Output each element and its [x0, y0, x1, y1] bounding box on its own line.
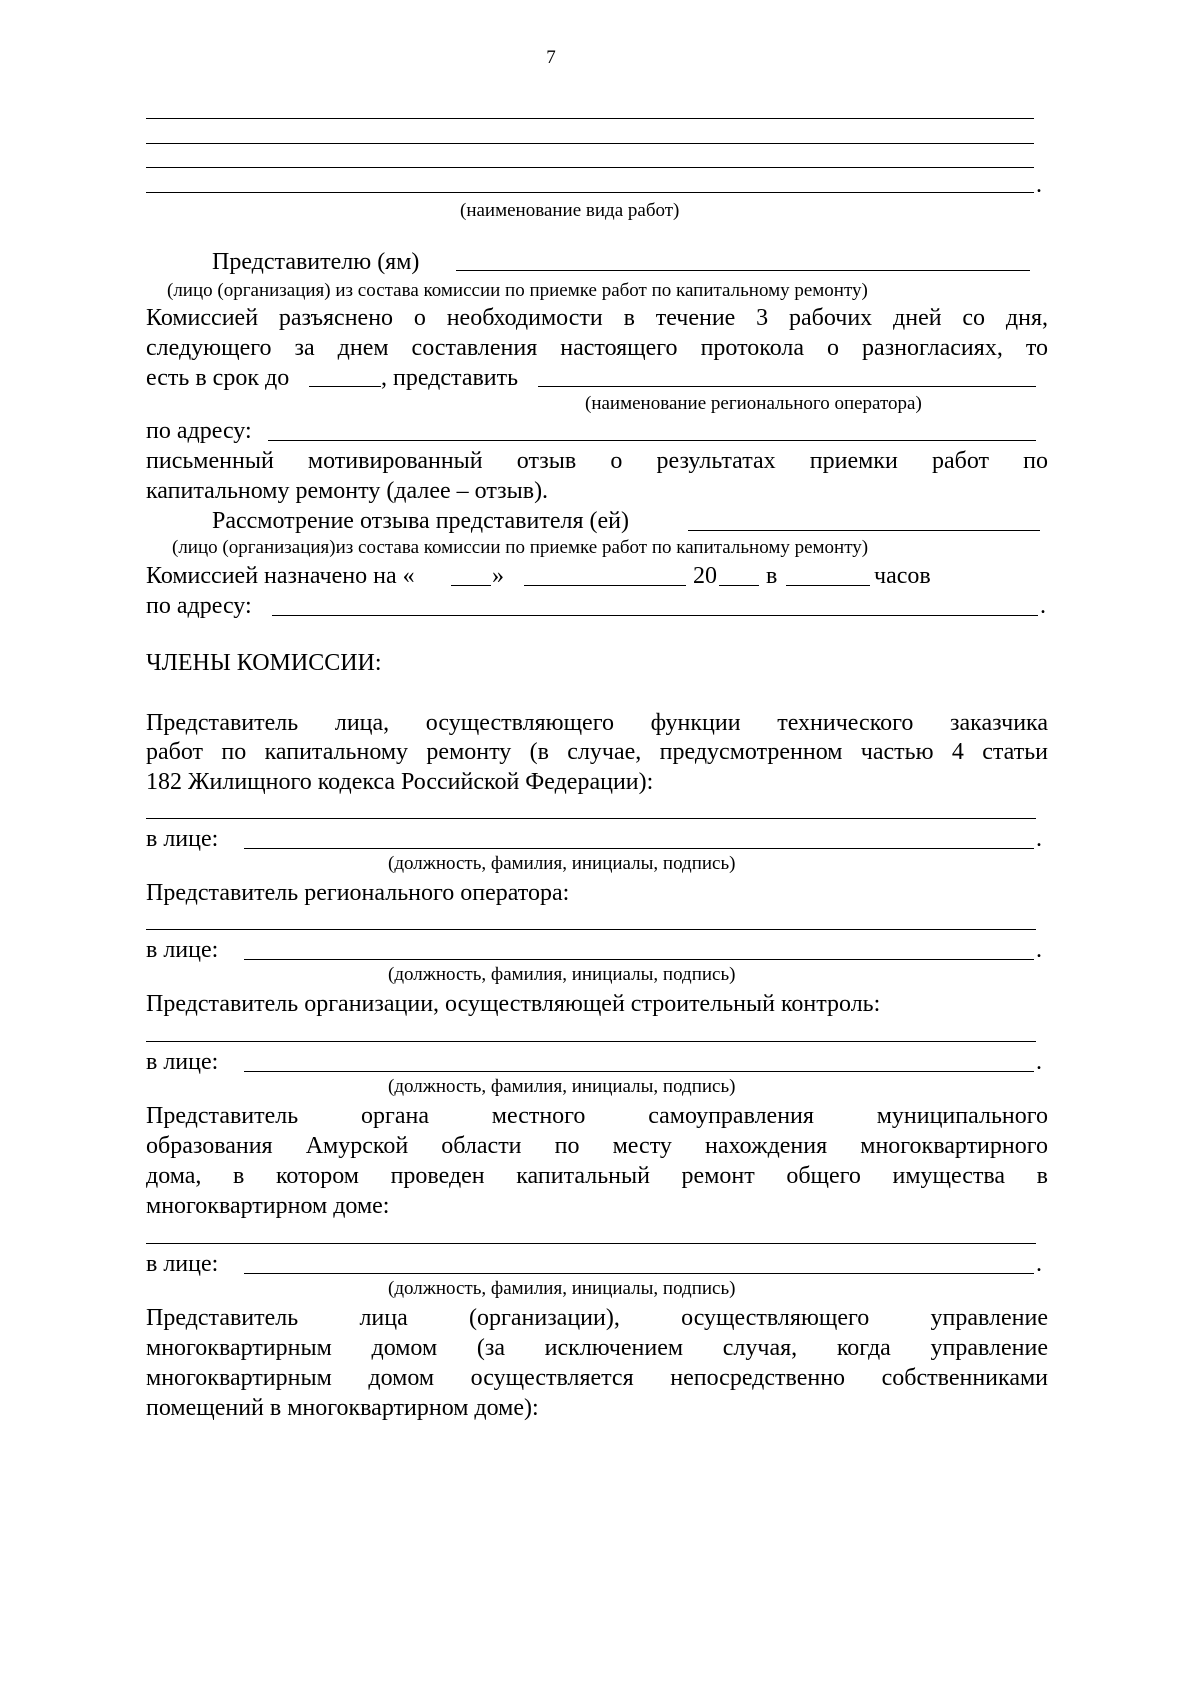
management-line-1: Представитель лица (организации), осуществляющего управление — [146, 1305, 1048, 1331]
commission-member-caption: (лицо (организация) из состава комиссии по приемке работ по капитальному ремонту) — [167, 280, 868, 301]
in-person-label-1: в лице: — [146, 826, 219, 852]
deadline-date-blank — [309, 386, 381, 387]
representative-label: Представителю (ям) — [212, 249, 420, 275]
members-heading: ЧЛЕНЫ КОМИССИИ: — [146, 650, 382, 676]
end-period-3: . — [1036, 826, 1042, 852]
regional-operator-caption: (наименование регионального оператора) — [585, 393, 922, 414]
address-blank — [268, 440, 1036, 441]
work-type-line-1 — [146, 118, 1034, 119]
customer-rep-line-2: работ по капитальному ремонту (в случае, предусмотренном частью 4 статьи — [146, 739, 1048, 765]
end-period-2: . — [1040, 593, 1046, 619]
scheduled-at: в — [766, 563, 778, 589]
commission-member-caption-2: (лицо (организация)из состава комиссии по приемке работ по капитальному ремонту) — [172, 537, 869, 558]
hour-blank — [786, 585, 870, 586]
deadline-prefix: есть в срок до — [146, 365, 290, 391]
day-blank — [451, 585, 491, 586]
work-type-line-4 — [146, 192, 1034, 193]
regional-operator-rep-blank — [146, 929, 1036, 930]
local-gov-line-3: дома, в котором проведен капитальный ремонт общего имущества в — [146, 1163, 1048, 1189]
in-person-blank-4 — [244, 1273, 1034, 1274]
work-type-line-3 — [146, 167, 1034, 168]
address-blank-2 — [272, 615, 1038, 616]
deadline-suffix: , представить — [381, 365, 519, 391]
signature-caption-4: (должность, фамилия, инициалы, подпись) — [388, 1278, 736, 1299]
explanation-line-1: Комиссией разъяснено о необходимости в течение 3 рабочих дней со дня, — [146, 305, 1048, 331]
written-review-line-2: капитальному ремонту (далее – отзыв). — [146, 478, 549, 504]
local-gov-line-1: Представитель органа местного самоуправления муниципального — [146, 1103, 1048, 1129]
signature-caption-2: (должность, фамилия, инициалы, подпись) — [388, 964, 736, 985]
year-blank — [719, 585, 759, 586]
management-line-2: многоквартирным домом (за исключением случая, когда управление — [146, 1335, 1048, 1361]
in-person-label-4: в лице: — [146, 1251, 219, 1277]
customer-rep-line-1: Представитель лица, осуществляющего функции технического заказчика — [146, 710, 1048, 736]
address-label-2: по адресу: — [146, 593, 252, 619]
work-type-line-2 — [146, 143, 1034, 144]
in-person-label-3: в лице: — [146, 1049, 219, 1075]
scheduled-quote-close: » — [492, 563, 504, 589]
in-person-blank-2 — [244, 959, 1034, 960]
local-gov-line-4: многоквартирном доме: — [146, 1193, 390, 1219]
local-gov-line-2: образования Амурской области по месту нахождения многоквартирного — [146, 1133, 1048, 1159]
local-gov-rep-blank — [146, 1243, 1036, 1244]
customer-rep-blank — [146, 818, 1036, 819]
written-review-line-1: письменный мотивированный отзыв о результатах приемки работ по — [146, 448, 1048, 474]
in-person-blank-3 — [244, 1071, 1034, 1072]
page-number: 7 — [546, 47, 556, 68]
management-line-4: помещений в многоквартирном доме): — [146, 1395, 539, 1421]
construction-control-rep-blank — [146, 1041, 1036, 1042]
signature-caption-1: (должность, фамилия, инициалы, подпись) — [388, 853, 736, 874]
regional-operator-blank — [538, 386, 1036, 387]
work-type-caption: (наименование вида работ) — [460, 200, 680, 221]
review-consideration-label: Рассмотрение отзыва представителя (ей) — [212, 508, 629, 534]
in-person-blank-1 — [244, 848, 1034, 849]
construction-control-rep-label: Представитель организации, осуществляющей строительный контроль: — [146, 991, 881, 1017]
month-blank — [524, 585, 686, 586]
review-representative-blank — [688, 530, 1040, 531]
management-line-3: многоквартирным домом осуществляется непосредственно собственниками — [146, 1365, 1048, 1391]
end-period-4: . — [1036, 937, 1042, 963]
scheduled-year: 20 — [693, 563, 717, 589]
end-period-5: . — [1036, 1049, 1042, 1075]
end-period-6: . — [1036, 1251, 1042, 1277]
customer-rep-line-3: 182 Жилищного кодекса Российской Федерации): — [146, 769, 654, 795]
scheduled-prefix: Комиссией назначено на « — [146, 563, 415, 589]
signature-caption-3: (должность, фамилия, инициалы, подпись) — [388, 1076, 736, 1097]
explanation-line-2: следующего за днем составления настоящего протокола о разногласиях, то — [146, 335, 1048, 361]
end-period: . — [1036, 172, 1042, 198]
scheduled-hours: часов — [874, 563, 931, 589]
address-label: по адресу: — [146, 418, 252, 444]
in-person-label-2: в лице: — [146, 937, 219, 963]
regional-operator-rep-label: Представитель регионального оператора: — [146, 880, 570, 906]
representative-blank — [456, 270, 1030, 271]
